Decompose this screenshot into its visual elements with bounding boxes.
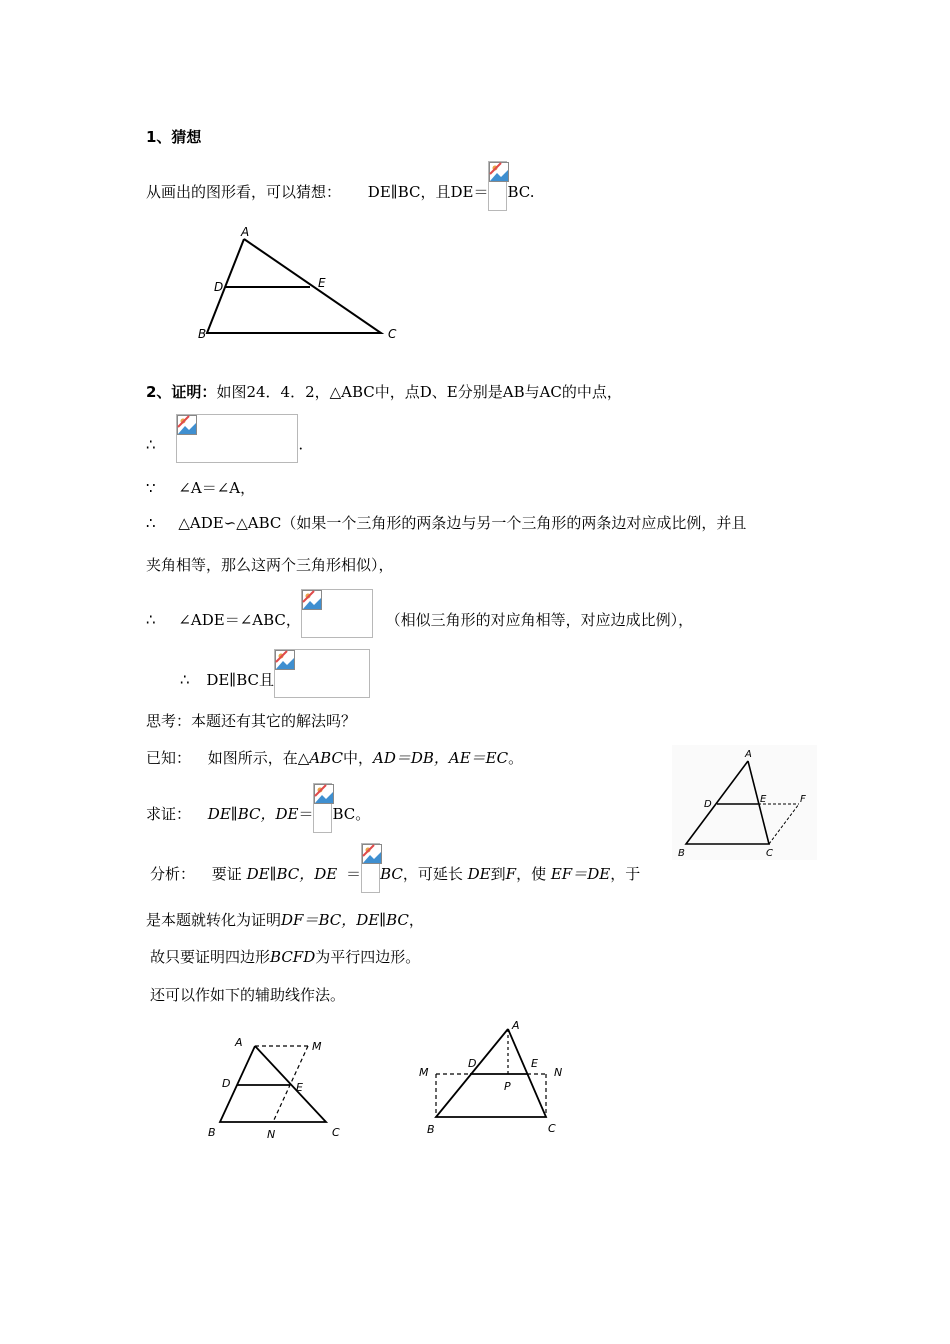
therefore-symbol: ∴ bbox=[180, 670, 190, 689]
ratio-image-placeholder bbox=[176, 414, 298, 463]
fig2-label-a: A bbox=[745, 749, 752, 760]
fig4-label-c: C bbox=[548, 1122, 556, 1135]
proof-intro-line bbox=[146, 382, 622, 402]
therefore-symbol: ∴ bbox=[146, 610, 156, 629]
conjecture-line bbox=[146, 175, 534, 211]
broken-image-icon bbox=[314, 784, 334, 804]
analysis-text-i: ，使 bbox=[516, 865, 547, 883]
think-question: 思考：本题还有其它的解法吗？ bbox=[146, 712, 357, 730]
broken-image-icon bbox=[362, 844, 382, 864]
fig4-label-p: P bbox=[504, 1080, 511, 1093]
analysis-text-e: ，可延长 bbox=[402, 865, 463, 883]
fig1-label-d: D bbox=[214, 280, 224, 294]
corresponding-angle-text: ∠ADE＝∠ABC， bbox=[178, 610, 301, 629]
section1-heading: 1、猜想 bbox=[146, 128, 202, 146]
proof-intro-text: 如图24．4．2，△ABC中，点D、E分别是AB与AC的中点， bbox=[216, 383, 622, 401]
broken-image-icon bbox=[302, 590, 322, 610]
cont-text-a: 是本题就转化为证明 bbox=[146, 911, 282, 929]
given-end: 。 bbox=[508, 749, 524, 767]
figure-extension-f bbox=[672, 745, 817, 860]
conclusion-text: DE∥BC且 bbox=[206, 670, 275, 689]
only-text-b: BCFD bbox=[270, 948, 316, 966]
given-triangle: ABC bbox=[309, 749, 343, 767]
fig3-label-e: E bbox=[296, 1081, 303, 1094]
angle-equality-text: ∠A＝∠A， bbox=[178, 479, 256, 497]
proof-line-2 bbox=[146, 478, 255, 498]
analysis-text-b: DE∥BC，DE bbox=[246, 865, 338, 883]
proof-line-1-end: . bbox=[298, 435, 304, 454]
broken-image-icon bbox=[177, 415, 197, 435]
analysis-text-f: DE bbox=[467, 865, 491, 883]
analysis-text-k: ，于 bbox=[610, 865, 641, 883]
fig1-label-a: A bbox=[241, 225, 250, 239]
fraction-image-placeholder bbox=[361, 843, 380, 893]
fig2-label-d: D bbox=[704, 799, 712, 810]
given-text-b: 中， bbox=[342, 749, 373, 767]
prove-text-c: BC。 bbox=[332, 805, 371, 823]
similar-property-note: （相似三角形的对应角相等，对应边成比例）， bbox=[385, 610, 694, 629]
fig4-label-m: M bbox=[419, 1066, 429, 1079]
analysis-label: 分析： bbox=[150, 865, 196, 883]
fig3-label-n: N bbox=[267, 1128, 276, 1141]
analysis-eq: ＝ bbox=[346, 865, 362, 883]
analysis-text-d: BC bbox=[380, 865, 403, 883]
fig4-label-a: A bbox=[512, 1019, 520, 1032]
given-conditions: AD＝DB，AE＝EC bbox=[372, 749, 509, 767]
ratio-image-placeholder bbox=[274, 649, 370, 698]
prove-eq: ＝ bbox=[298, 805, 314, 823]
fraction-image-placeholder bbox=[488, 161, 507, 211]
only-line bbox=[150, 947, 420, 967]
fig3-label-m: M bbox=[312, 1040, 322, 1053]
only-text-a: 故只要证明四边形 bbox=[150, 948, 271, 966]
fig4-label-e: E bbox=[531, 1057, 538, 1070]
given-line bbox=[146, 748, 523, 768]
therefore-symbol: ∴ bbox=[146, 514, 156, 532]
prove-line bbox=[146, 797, 370, 833]
analysis-text-h: F bbox=[505, 865, 517, 883]
analysis-text-j: EF＝DE bbox=[550, 865, 611, 883]
figure-auxiliary-rectangle bbox=[412, 1015, 577, 1140]
broken-image-icon bbox=[275, 650, 295, 670]
proof-line-4: 夹角相等，那么这两个三角形相似）， bbox=[146, 556, 394, 574]
fig3-label-a: A bbox=[235, 1036, 243, 1049]
fig2-label-f: F bbox=[800, 794, 806, 805]
conjecture-text-a: DE∥BC，且DE＝ bbox=[367, 183, 489, 201]
figure-triangle-midline bbox=[195, 225, 405, 345]
analysis-text-g: 到 bbox=[490, 865, 506, 883]
fig1-label-b: B bbox=[198, 327, 207, 341]
proof-line-1 bbox=[146, 428, 303, 463]
similar-triangles-text: △ADE∽△ABC（如果一个三角形的两条边与另一个三角形的两条边对应成比例，并且 bbox=[178, 514, 747, 532]
fig3-label-c: C bbox=[332, 1126, 340, 1139]
fig1-label-c: C bbox=[388, 327, 397, 341]
broken-image-icon bbox=[489, 162, 509, 182]
because-symbol: ∵ bbox=[146, 479, 156, 497]
figure-auxiliary-parallelogram bbox=[200, 1030, 360, 1145]
analysis-line bbox=[150, 857, 640, 893]
therefore-symbol: ∴ bbox=[146, 435, 156, 454]
proof-line-6 bbox=[180, 663, 370, 698]
fig4-label-b: B bbox=[427, 1123, 435, 1136]
fig3-label-d: D bbox=[222, 1077, 231, 1090]
cont-text-b: DF＝BC，DE∥BC bbox=[281, 911, 409, 929]
fig3-label-b: B bbox=[208, 1126, 216, 1139]
proof-line-3 bbox=[146, 513, 746, 533]
analysis-text-a: 要证 bbox=[211, 865, 242, 883]
fig2-label-b: B bbox=[678, 848, 685, 859]
only-text-c: 为平行四边形。 bbox=[315, 948, 421, 966]
fig4-label-n: N bbox=[554, 1066, 563, 1079]
also-line: 还可以作如下的辅助线作法。 bbox=[150, 986, 346, 1004]
ratio-image-placeholder bbox=[301, 589, 373, 638]
cont-text-c: ， bbox=[408, 911, 424, 929]
fraction-image-placeholder bbox=[313, 783, 332, 833]
proof-line-5 bbox=[146, 603, 693, 638]
section2-heading: 2、证明： bbox=[146, 383, 217, 401]
fig1-label-e: E bbox=[318, 276, 326, 290]
analysis-cont-line bbox=[146, 910, 424, 930]
fig2-label-c: C bbox=[766, 848, 773, 859]
given-text-a: 如图所示，在△ bbox=[207, 749, 310, 767]
conjecture-intro: 从画出的图形看，可以猜想： bbox=[146, 183, 342, 201]
fig4-label-d: D bbox=[468, 1057, 477, 1070]
fig2-label-e: E bbox=[760, 794, 767, 805]
prove-label: 求证： bbox=[146, 805, 192, 823]
prove-text-a: DE∥BC，DE bbox=[207, 805, 299, 823]
given-label: 已知： bbox=[146, 749, 192, 767]
conjecture-text-b: BC. bbox=[507, 183, 535, 201]
